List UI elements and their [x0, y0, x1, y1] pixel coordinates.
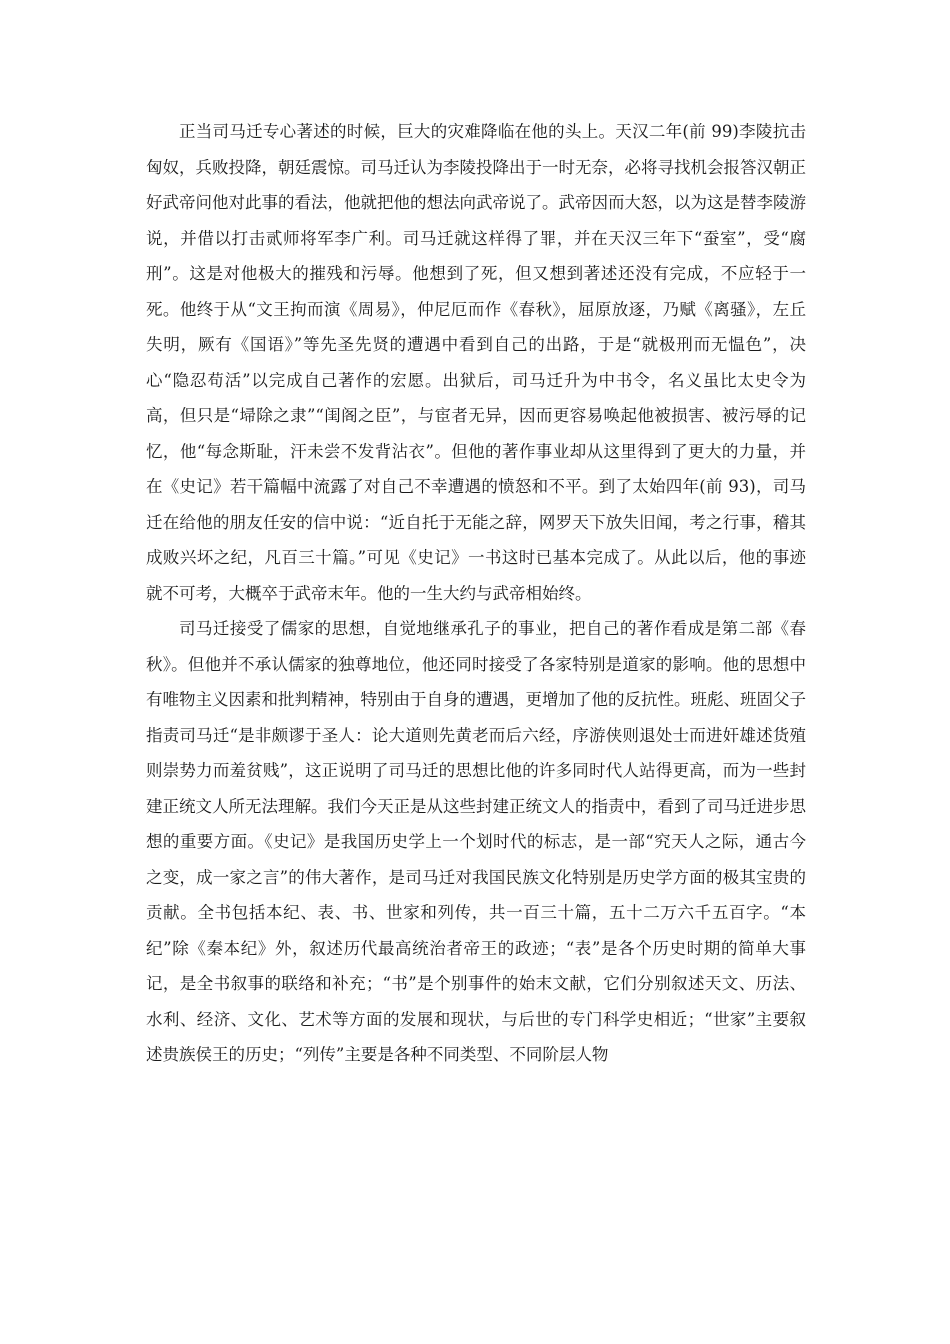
- paragraph-2: 司马迁接受了儒家的思想，自觉地继承孔子的事业，把自己的著作看成是第二部《春秋》。但他并不承认儒家的独尊地位，他还同时接受了各家特别是道家的影响。他的思想中有唯物主义因素和批判精神，特别由于自身的遭遇，更增加了他的反抗性。班彪、班固父子指责司马迁“是非颇谬于圣人：论大道则先黄老而后六经，序游侠则退处士而进奸雄述货殖则崇势力而羞贫贱”，这正说明了司马迁的思想比他的许多同时代人站得更高，而为一些封建正统文人所无法理解。我们今天正是从这些封建正统文人的指责中，看到了司马迁进步思想的重要方面。《史记》是我国历史学上一个划时代的标志，是一部“究天人之际，通古今之变，成一家之言”的伟大著作，是司马迁对我国民族文化特别是历史学方面的极其宝贵的贡献。全书包括本纪、表、书、世家和列传，共一百三十篇，五十二万六千五百字。“本纪”除《秦本纪》外，叙述历代最高统治者帝王的政迹；“表”是各个历史时期的简单大事记，是全书叙事的联络和补充；“书”是个别事件的始末文献，它们分别叙述天文、历法、水利、经济、文化、艺术等方面的发展和现状，与后世的专门科学史相近；“世家”主要叙述贵族侯王的历史；“列传”主要是各种不同类型、不同阶层人物: [146, 619, 806, 1064]
- document-body: [146, 114, 806, 1073]
- paragraph-1: 正当司马迁专心著述的时候，巨大的灾难降临在他的头上。天汉二年(前 99)李陵抗击匈奴，兵败投降，朝廷震惊。司马迁认为李陵投降出于一时无奈，必将寻找机会报答汉朝正好武帝问他对此事的看法，他就把他的想法向武帝说了。武帝因而大怒，以为这是替李陵游说，并借以打击贰师将军李广利。司马迁就这样得了罪，并在天汉三年下“蚕室”，受“腐刑”。这是对他极大的摧残和污辱。他想到了死，但又想到著述还没有完成，不应轻于一死。他终于从“文王拘而演《周易》，仲尼厄而作《春秋》，屈原放逐，乃赋《离骚》，左丘失明，厥有《国语》”等先圣先贤的遭遇中看到自己的出路，于是“就极刑而无愠色”，决心“隐忍苟活”以完成自己著作的宏愿。出狱后，司马迁升为中书令，名义虽比太史令为高，但只是“埽除之隶”“闺阁之臣”，与宦者无异，因而更容易唤起他被损害、被污辱的记忆，他“每念斯耻，汗未尝不发背沾衣”。但他的著作事业却从这里得到了更大的力量，并在《史记》若干篇幅中流露了对自己不幸遭遇的愤怒和不平。到了太始四年(前 93)，司马迁在给他的朋友任安的信中说：“近自托于无能之辞，网罗天下放失旧闻，考之行事，稽其成败兴坏之纪，凡百三十篇。”可见《史记》一书这时已基本完成了。从此以后，他的事迹就不可考，大概卒于武帝末年。他的一生大约与武帝相始终。: [146, 122, 806, 603]
